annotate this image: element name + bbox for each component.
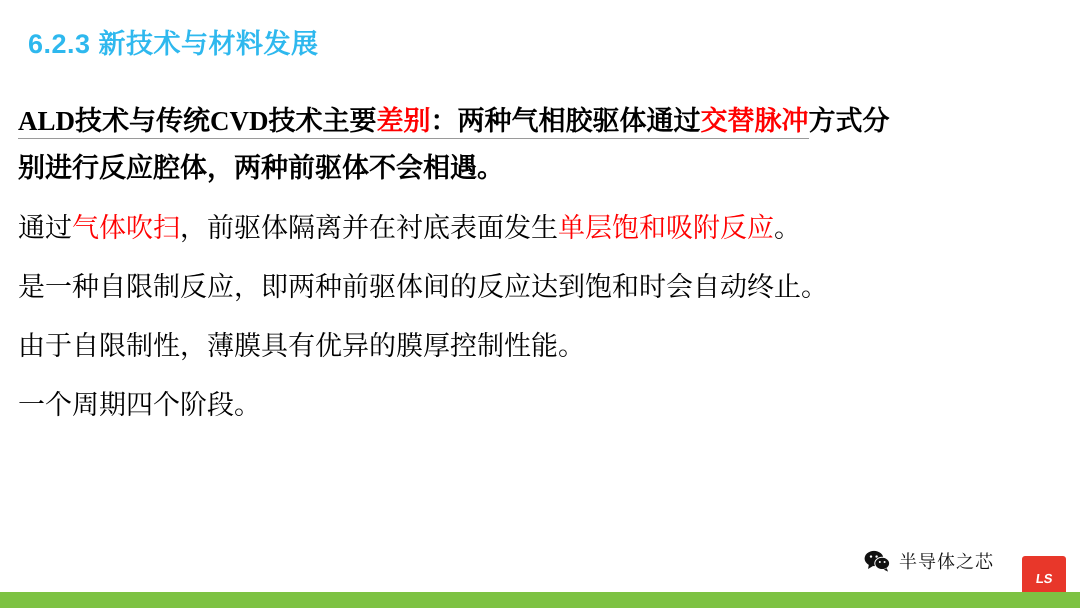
paragraph-6 (18, 387, 1063, 424)
wechat-icon (864, 550, 890, 572)
wechat-label: 半导体之芯 (899, 552, 994, 572)
run-highlight: 差别 (376, 106, 431, 136)
bottom-accent-bar (0, 592, 1080, 608)
run-text: ALD技术与传统CVD技术主要 (18, 106, 377, 136)
paragraph-1-underlined (18, 106, 809, 139)
run-text: 。 (774, 213, 801, 244)
brand-logo-text: LS (1034, 570, 1054, 586)
paragraph-5 (18, 328, 1063, 365)
paragraph-3 (18, 210, 1063, 247)
paragraph-4 (18, 269, 1063, 306)
run-highlight: 交替脉冲 (700, 106, 809, 136)
slide-title: 6.2.3 新技术与材料发展 (28, 29, 319, 59)
run-highlight: 气体吹扫 (72, 213, 180, 244)
run-text: 通过 (18, 213, 72, 244)
run-text: 方式分 (808, 106, 890, 136)
run-text: ：两种气相胶驱体通过 (430, 106, 701, 136)
paragraph-1 (18, 103, 1063, 140)
run-text: 是一种自限制反应，即两种前驱体间的反应达到饱和时会自动终止。 (18, 272, 828, 303)
paragraph-2 (18, 150, 1063, 187)
run-text: 一个周期四个阶段。 (18, 389, 261, 420)
run-text: 由于自限制性，薄膜具有优异的膜厚控制性能。 (18, 330, 585, 361)
slide-body (18, 103, 1063, 445)
run-text: 别进行反应腔体，两种前驱体不会相遇。 (18, 152, 504, 183)
run-highlight: 单层饱和吸附反应 (558, 213, 774, 244)
wechat-credit (864, 548, 994, 574)
run-text: ，前驱体隔离并在衬底表面发生 (180, 213, 558, 244)
